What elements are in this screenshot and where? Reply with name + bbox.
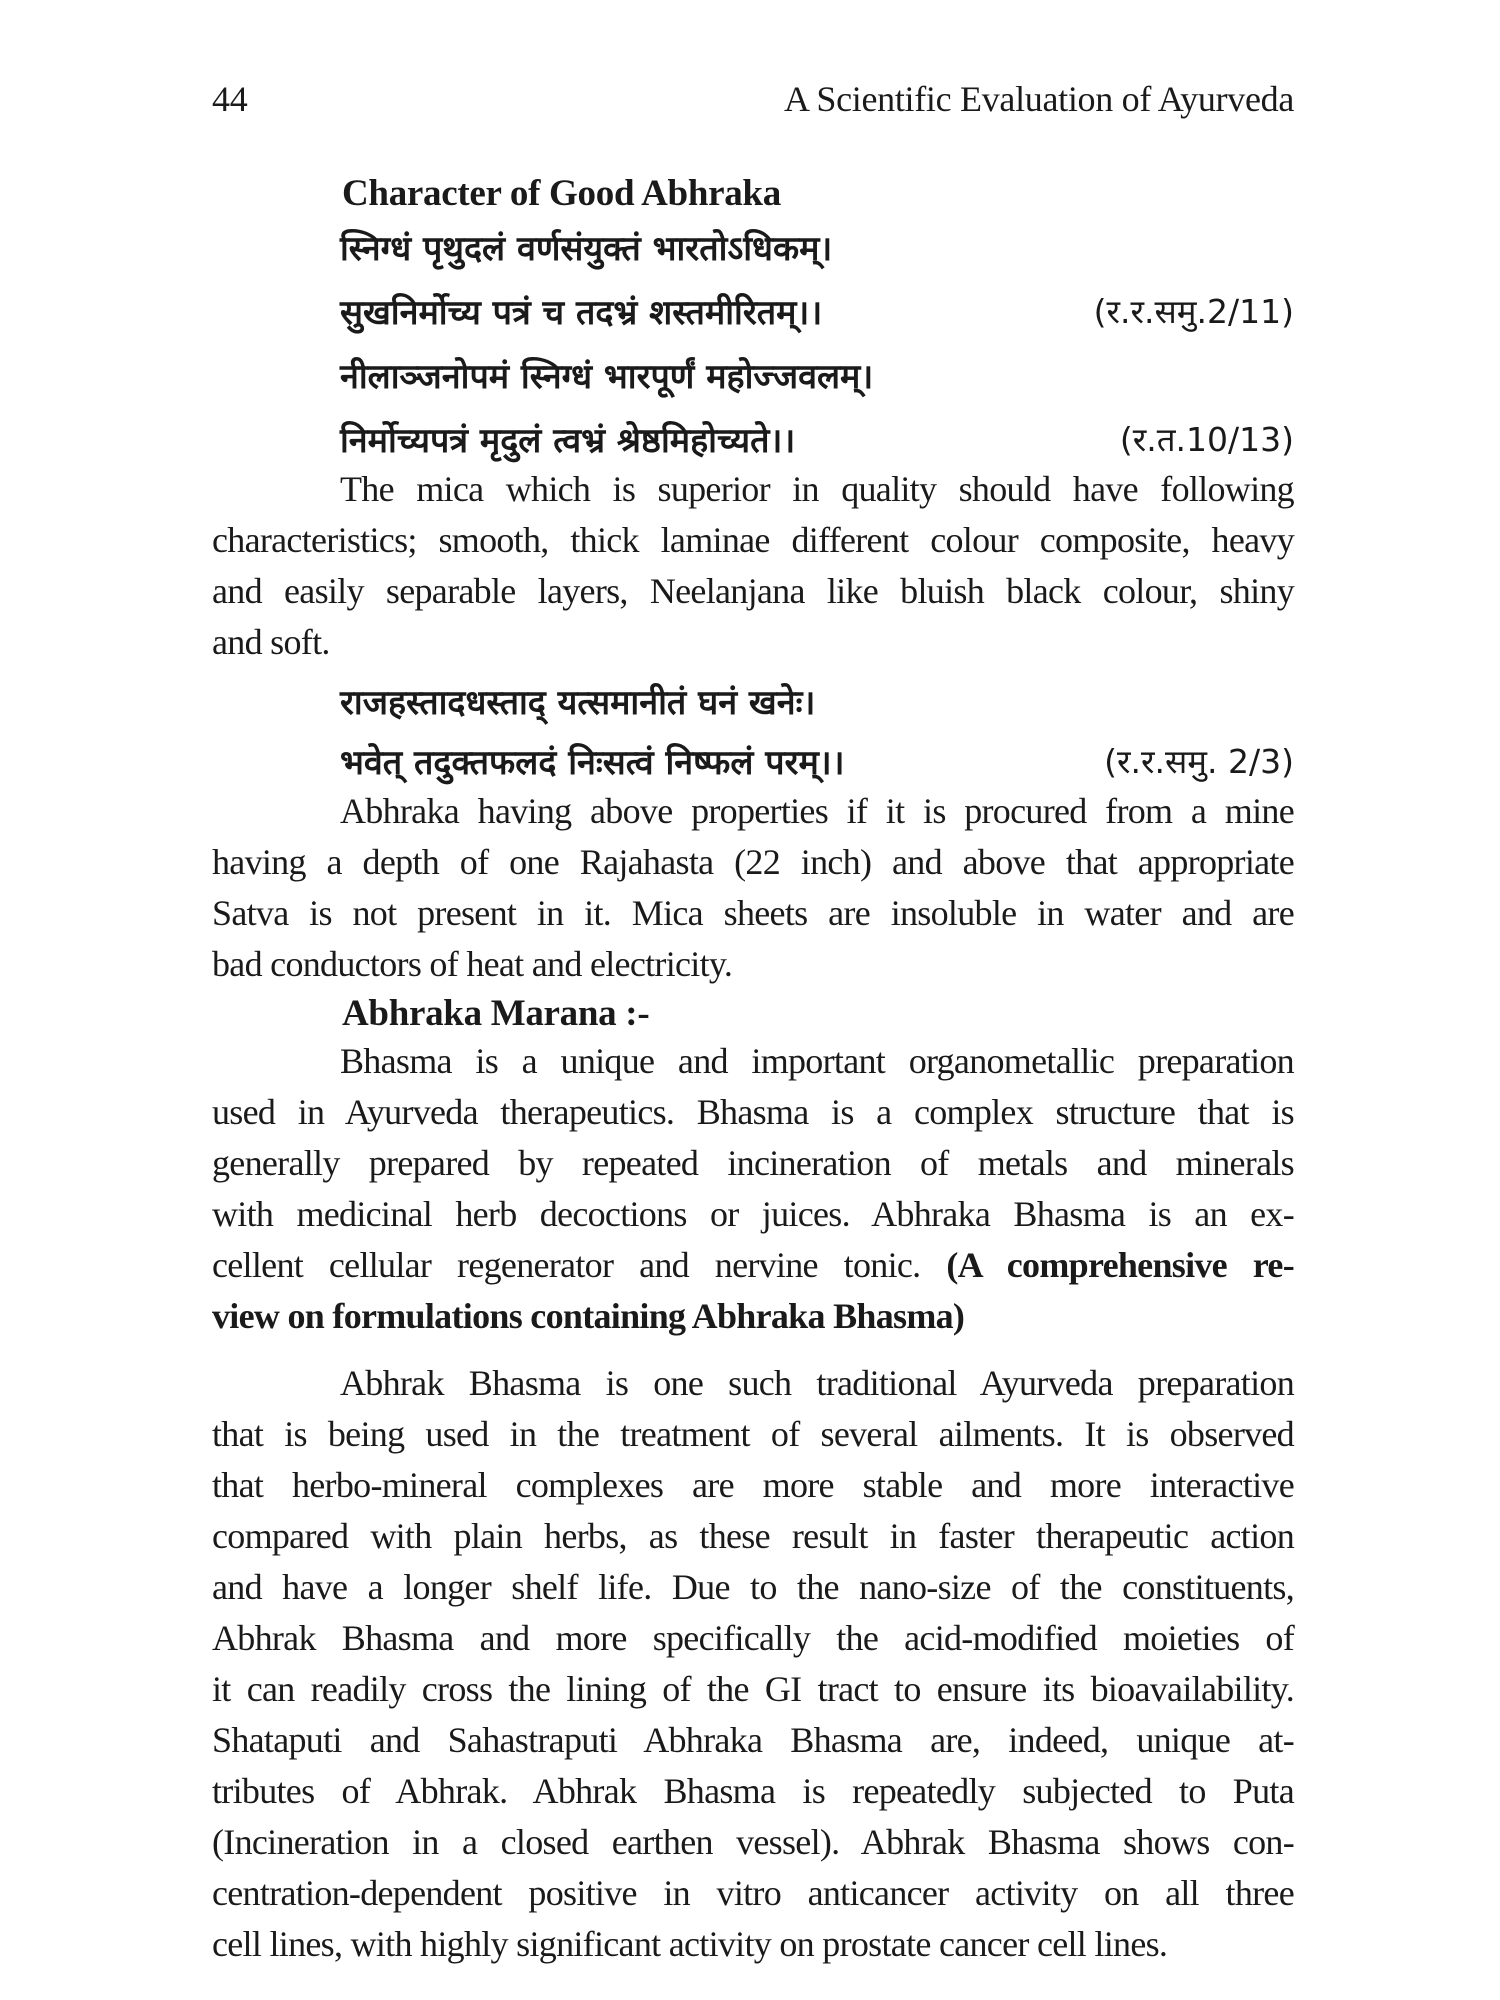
sanskrit-verse xyxy=(340,738,1294,784)
paragraph-line: and have a longer shelf life. Due to the nano-size of the constituents, xyxy=(212,1567,1294,1607)
paragraph-line: Abhrak Bhasma is one such traditional Ayurveda preparation xyxy=(340,1363,1294,1403)
paragraph-line: cell lines, with highly significant activity on prostate cancer cell lines. xyxy=(212,1924,1168,1964)
verse-reference: (र.र.समु.2/11) xyxy=(1093,292,1294,331)
section-heading-good-abhraka: Character of Good Abhraka xyxy=(342,173,781,214)
verse-text: भवेत् तदुक्तफलदं निःसत्वं निष्फलं परम्।। xyxy=(340,743,845,783)
paragraph-line: The mica which is superior in quality should have following xyxy=(340,469,1294,509)
paragraph-bhasma xyxy=(212,1036,1294,1342)
paragraph-line: that herbo-mineral complexes are more stable and more interactive xyxy=(212,1465,1294,1505)
paragraph-line: that is being used in the treatment of several ailments. It is observed xyxy=(212,1414,1294,1454)
section-heading-abhraka-marana: Abhraka Marana :- xyxy=(342,993,650,1034)
paragraph-abhrak-bhasma xyxy=(212,1358,1294,1970)
page-number: 44 xyxy=(212,79,248,119)
page-header xyxy=(212,78,1294,128)
verse-text: स्निग्धं पृथुदलं वर्णसंयुक्तं भारतोऽधिकम्। xyxy=(340,229,833,269)
paragraph-line: tributes of Abhrak. Abhrak Bhasma is repeatedly subjected to Puta xyxy=(212,1771,1294,1811)
paragraph-line: centration-dependent positive in vitro anticancer activity on all three xyxy=(212,1873,1294,1913)
citation-title: view on formulations containing Abhraka Bhasma) xyxy=(212,1296,965,1336)
verse-reference: (र.र.समु. 2/3) xyxy=(1104,742,1294,781)
paragraph-line: with medicinal herb decoctions or juices. Abhraka Bhasma is an ex- xyxy=(212,1194,1294,1234)
verse-text: निर्मोच्यपत्रं मृदुलं त्वभ्रं श्रेष्ठमिहोच्यते।। xyxy=(340,421,796,461)
sanskrit-verse xyxy=(340,416,1294,462)
paragraph-line: it can readily cross the lining of the GI tract to ensure its bioavailability. xyxy=(212,1669,1294,1709)
citation-title: (A comprehensive re- xyxy=(946,1245,1294,1285)
paragraph-line: Shataputi and Sahastraputi Abhraka Bhasma are, indeed, unique at- xyxy=(212,1720,1294,1760)
paragraph-line: used in Ayurveda therapeutics. Bhasma is a complex structure that is xyxy=(212,1092,1294,1132)
paragraph-line: Abhrak Bhasma and more specifically the acid-modified moieties of xyxy=(212,1618,1294,1658)
sanskrit-verse xyxy=(340,678,1294,724)
paragraph-line: Bhasma is a unique and important organometallic preparation xyxy=(340,1041,1294,1081)
paragraph-line: generally prepared by repeated incineration of metals and minerals xyxy=(212,1143,1294,1183)
paragraph-line: compared with plain herbs, as these result in faster therapeutic action xyxy=(212,1516,1294,1556)
verse-text: नीलाञ्जनोपमं स्निग्धं भारपूर्णं महोज्जवलम्। xyxy=(340,357,874,397)
paragraph-line: and easily separable layers, Neelanjana like bluish black colour, shiny xyxy=(212,571,1294,611)
sanskrit-verse xyxy=(340,224,1294,270)
paragraph-line: and soft. xyxy=(212,622,330,662)
verse-text: राजहस्तादधस्ताद् यत्समानीतं घनं खनेः। xyxy=(340,683,816,723)
paragraph-line: Satva is not present in it. Mica sheets are insoluble in water and are xyxy=(212,893,1294,933)
paragraph-line: bad conductors of heat and electricity. xyxy=(212,944,733,984)
paragraph-line: having a depth of one Rajahasta (22 inch) and above that appropriate xyxy=(212,842,1294,882)
paragraph-line xyxy=(212,1240,1294,1291)
paragraph-line: Abhraka having above properties if it is procured from a mine xyxy=(340,791,1294,831)
sanskrit-verse xyxy=(340,352,1294,398)
running-title: A Scientific Evaluation of Ayurveda xyxy=(783,79,1294,119)
paragraph-text: cellent cellular regenerator and nervine tonic. xyxy=(212,1245,921,1285)
paragraph-line: characteristics; smooth, thick laminae different colour composite, heavy xyxy=(212,520,1294,560)
verse-reference: (र.त.10/13) xyxy=(1119,420,1294,459)
paragraph-mica-quality xyxy=(212,464,1294,668)
paragraph-line: (Incineration in a closed earthen vessel). Abhrak Bhasma shows con- xyxy=(212,1822,1294,1862)
sanskrit-verse xyxy=(340,288,1294,334)
verse-text: सुखनिर्मोच्य पत्रं च तदभ्रं शस्तमीरितम्।। xyxy=(340,293,823,333)
paragraph-rajahasta xyxy=(212,786,1294,990)
